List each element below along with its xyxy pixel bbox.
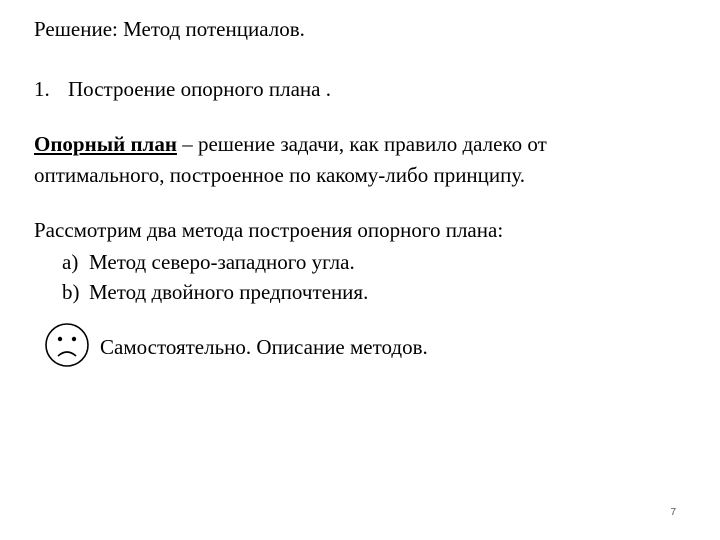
list-item xyxy=(62,247,368,277)
step-heading xyxy=(34,76,331,102)
methods-intro: Рассмотрим два метода построения опорного плана: xyxy=(34,218,504,242)
self-study-note: Самостоятельно. Описание методов. xyxy=(100,335,428,359)
definition-text: – решение задачи, как правило далеко от xyxy=(176,132,547,156)
list-marker: a) xyxy=(62,250,79,274)
methods-list xyxy=(62,247,368,307)
definition-term: Опорный план xyxy=(34,132,177,156)
slide-title: Решение: Метод потенциалов. xyxy=(34,17,305,41)
method-name: Метод северо-западного угла. xyxy=(89,250,355,274)
definition-line-2: оптимального, построенное по какому-либо принципу. xyxy=(34,163,526,187)
step-number: 1. xyxy=(34,77,50,101)
list-marker: b) xyxy=(62,280,80,304)
step-text: Построение опорного плана . xyxy=(68,77,331,101)
definition-line-1 xyxy=(34,131,547,157)
sad-face-icon xyxy=(44,322,90,368)
list-item xyxy=(62,277,368,307)
page-number: 7 xyxy=(670,507,676,518)
method-name: Метод двойного предпочтения. xyxy=(89,280,369,304)
